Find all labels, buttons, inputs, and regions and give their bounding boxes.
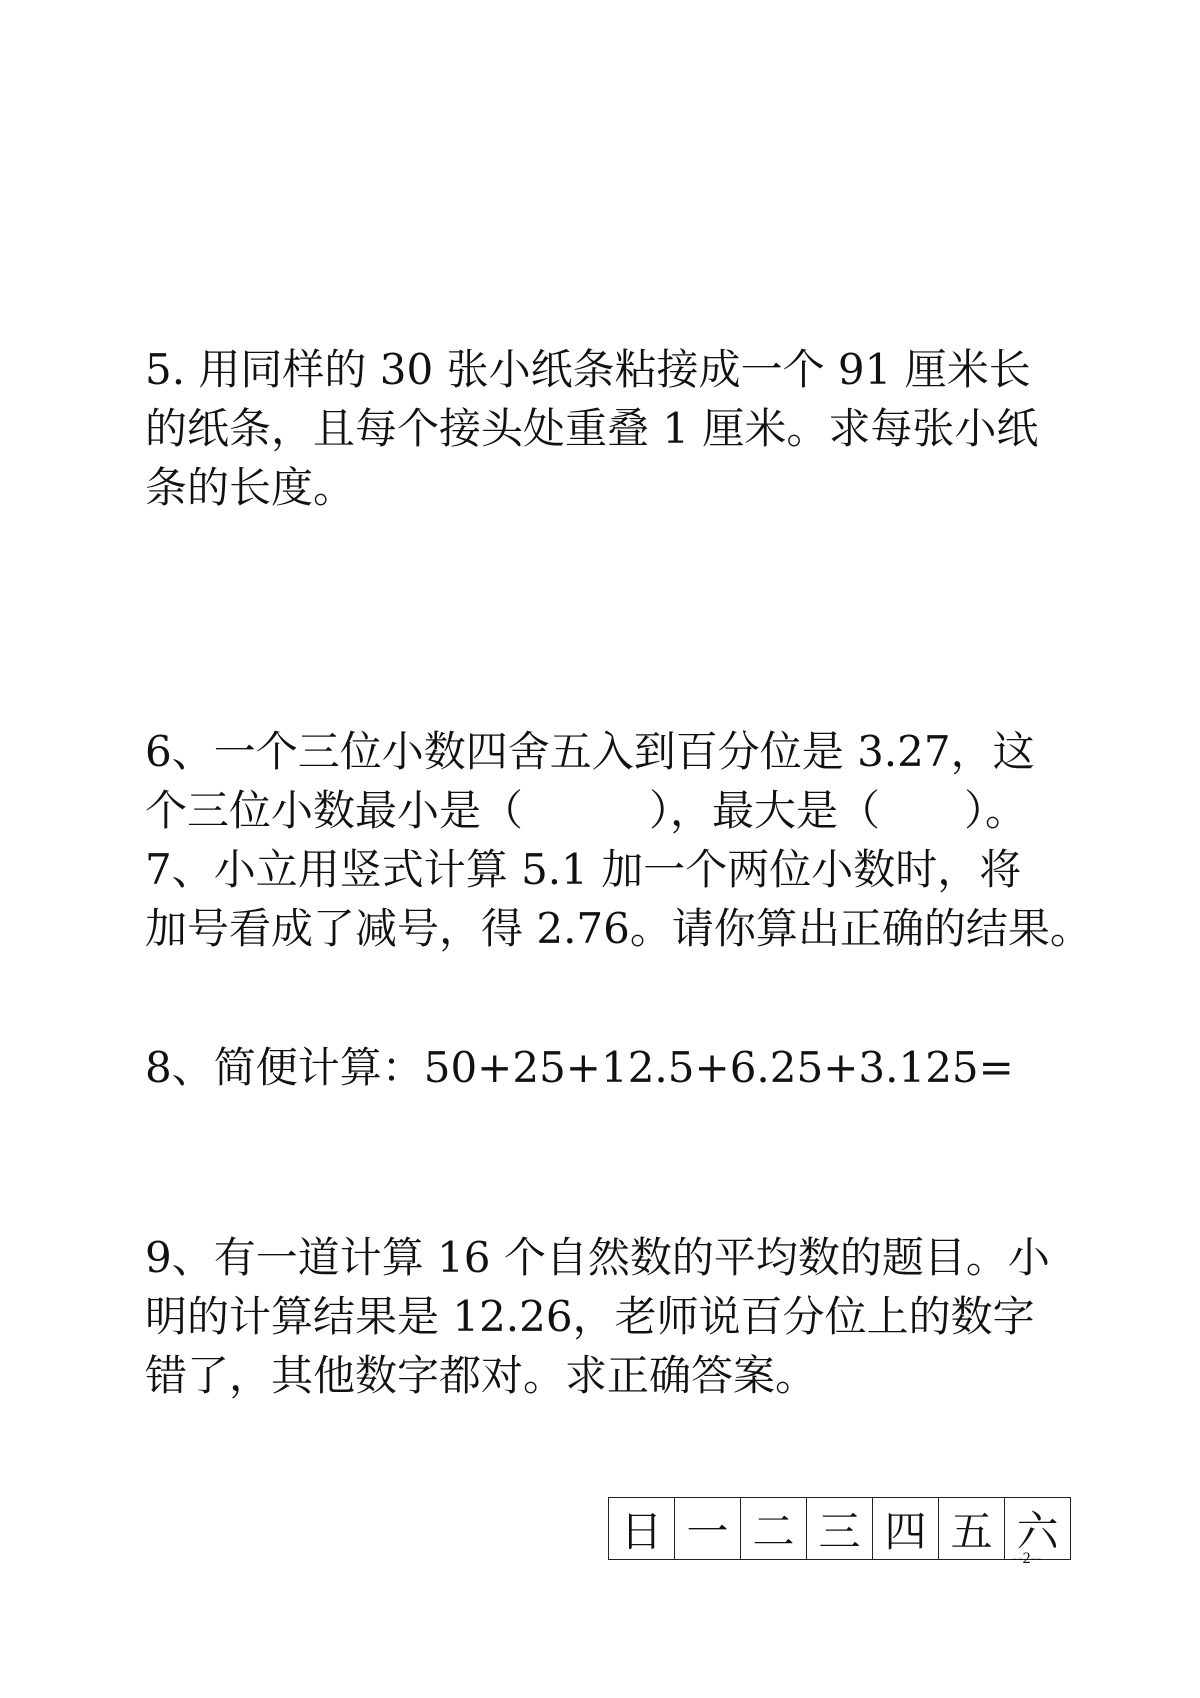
question-5	[145, 340, 1065, 517]
question-9	[145, 1228, 1065, 1405]
weekday-cell: 日	[609, 1498, 675, 1560]
weekday-cell: 四	[873, 1498, 939, 1560]
question-7-line-1: 7、小立用竖式计算 5.1 加一个两位小数时，将	[145, 845, 1022, 894]
question-9-line-3: 错了，其他数字都对。求正确答案。	[145, 1351, 818, 1400]
question-5-line-3: 条的长度。	[145, 463, 356, 512]
question-9-line-1: 9、有一道计算 16 个自然数的平均数的题目。小	[145, 1233, 1050, 1282]
question-5-line-1: 5. 用同样的 30 张小纸条粘接成一个 91 厘米长	[145, 345, 1031, 394]
weekday-cell: 五	[939, 1498, 1005, 1560]
question-8	[145, 1038, 1065, 1097]
weekday-cell: 一	[675, 1498, 741, 1560]
weekday-cell: 二	[741, 1498, 807, 1560]
page-number: --2--	[1012, 1550, 1042, 1567]
weekday-cell: 六	[1005, 1498, 1071, 1560]
questions-6-7	[145, 722, 1092, 958]
question-7-line-2: 加号看成了减号，得 2.76。请你算出正确的结果。	[145, 904, 1092, 953]
weekday-cell: 三	[807, 1498, 873, 1560]
question-8-line-1: 8、简便计算：50+25+12.5+6.25+3.125=	[145, 1043, 1014, 1092]
question-6-line-2: 个三位小数最小是（ ），最大是（ ）。	[145, 786, 1028, 835]
question-5-line-2: 的纸条，且每个接头处重叠 1 厘米。求每张小纸	[145, 404, 1039, 453]
weekday-table	[608, 1497, 1071, 1560]
question-6-line-1: 6、一个三位小数四舍五入到百分位是 3.27，这	[145, 727, 1035, 776]
weekday-row	[609, 1498, 1071, 1560]
question-9-line-2: 明的计算结果是 12.26，老师说百分位上的数字	[145, 1292, 1035, 1341]
